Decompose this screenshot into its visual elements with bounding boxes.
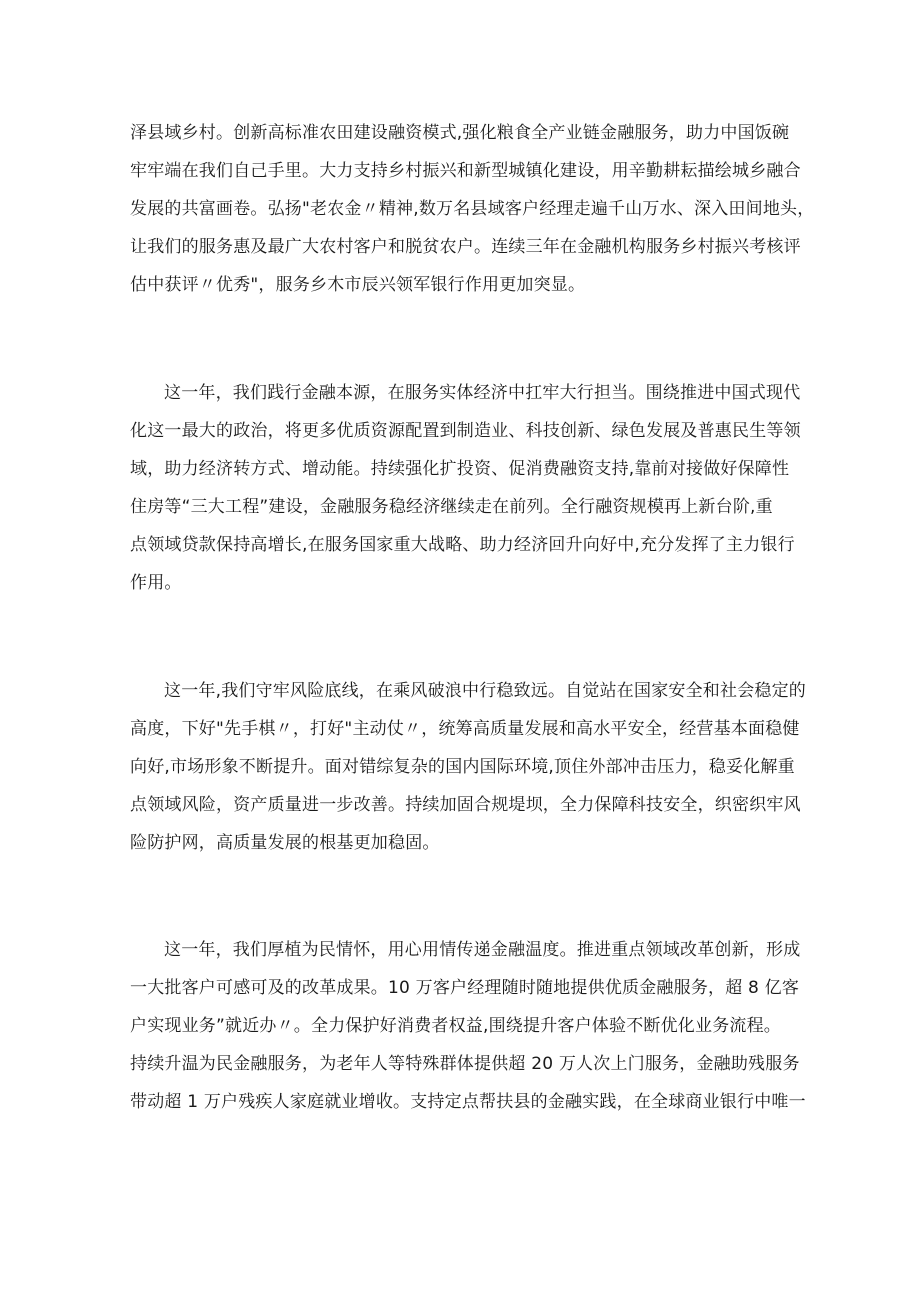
text-line: 点领域贷款保持高增长,在服务国家重大战略、助力经济回升向好中,充分发挥了主力银行 (130, 535, 795, 555)
text-line: 估中获评〃优秀"，服务乡木市辰兴领军银行作用更加突显。 (130, 275, 586, 295)
text-line: 持续升温为民金融服务，为老年人等特殊群体提供超 20 万人次上门服务，金融助残服务 (130, 1054, 800, 1074)
text-line: 一大批客户可感可及的改革成果。10 万客户经理随时随地提供优质金融服务，超 8 亿客 (130, 978, 800, 998)
text-line: 高度，下好"先手棋〃，打好"主动仗〃，统筹高质量发展和高水平安全，经营基本面稳健 (130, 719, 800, 739)
text-line: 牢牢端在我们自己手里。大力支持乡村振兴和新型城镇化建设，用辛勤耕耘描绘城乡融合 (130, 161, 801, 181)
text-line: 这一年，我们践行金融本源，在服务实体经济中扛牢大行担当。围绕推进中国式现代 (164, 383, 801, 403)
text-line: 这一年,我们守牢风险底线，在乘风破浪中行稳致远。自觉站在国家安全和社会稳定的 (164, 681, 807, 701)
text-line: 险防护网，高质量发展的根基更加稳固。 (130, 833, 440, 853)
paragraph-risk-control (130, 672, 807, 862)
text-line: 这一年，我们厚植为民情怀，用心用情传递金融温度。推进重点领域改革创新，形成 (164, 940, 801, 960)
paragraph-real-economy (130, 374, 800, 602)
text-line: 点领域风险，资产质量进一步改善。持续加固合规堤坝，全力保障科技安全，织密织牢风 (130, 795, 801, 815)
paragraph-rural-revitalization (130, 114, 815, 304)
text-line: 作用。 (130, 573, 182, 593)
paragraph-public-service (130, 931, 806, 1121)
text-line: 户实现业务”就近办〃。全力保护好消费者权益,围绕提升客户体验不断优化业务流程。 (130, 1016, 782, 1036)
text-line: 化这一最大的政治，将更多优质资源配置到制造业、科技创新、绿色发展及普惠民生等领 (130, 421, 801, 441)
text-line: 带动超 1 万户残疾人家庭就业增收。支持定点帮扶县的金融实践，在全球商业银行中唯一 (130, 1092, 806, 1112)
text-line: 泽县域乡村。创新高标准农田建设融资模式,强化粮食全产业链金融服务，助力中国饭碗 (130, 123, 790, 143)
text-line: 住房等“三大工程”建设，金融服务稳经济继续走在前列。全行融资规模再上新台阶,重 (130, 497, 773, 517)
text-line: 域，助力经济转方式、增动能。持续强化扩投资、促消费融资支持,靠前对接做好保障性 (130, 459, 790, 479)
text-line: 向好,市场形象不断提升。面对错综复杂的国内国际环境,顶住外部冲击压力，稳妥化解重 (130, 757, 795, 777)
text-line: 发展的共富画卷。弘扬"老农金〃精神,数万名县域客户经理走遍千山万水、深入田间地头， (130, 199, 815, 219)
text-line: 让我们的服务惠及最广大农村客户和脱贫农户。连续三年在金融机构服务乡村振兴考核评 (130, 237, 801, 257)
